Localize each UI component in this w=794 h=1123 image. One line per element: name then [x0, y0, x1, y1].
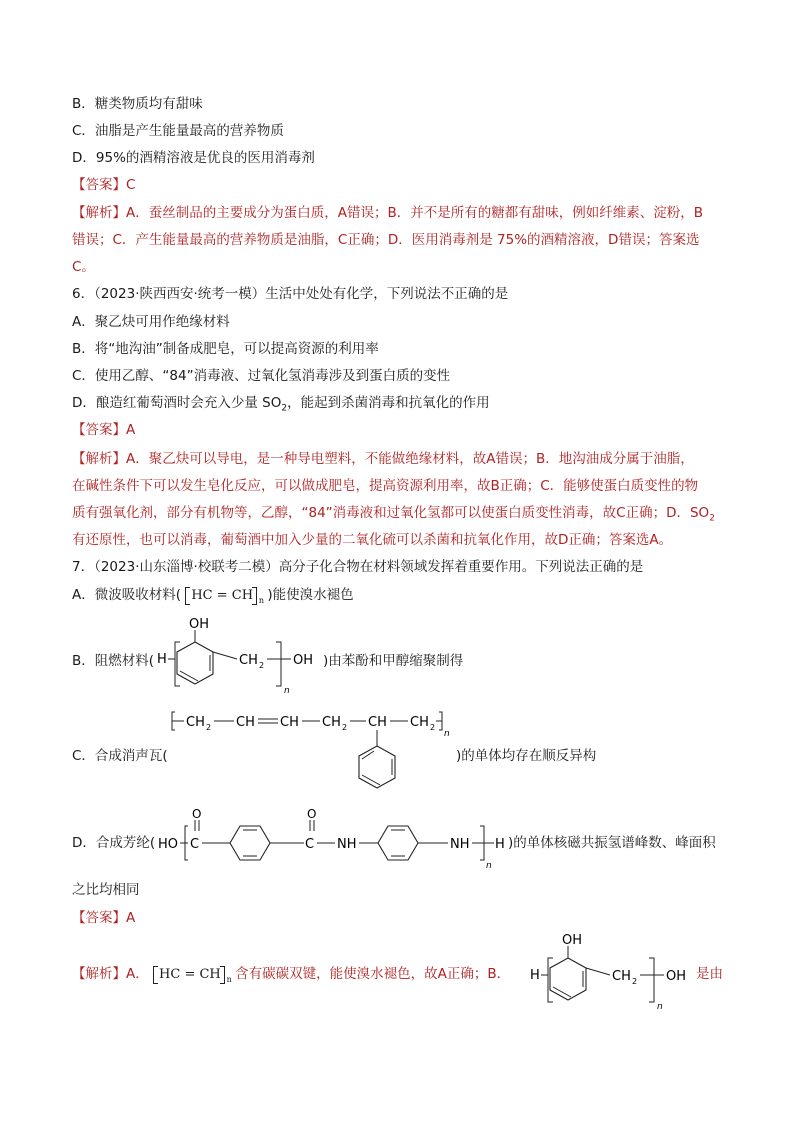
- svg-text:n: n: [486, 861, 492, 871]
- q6-analysis-line-3: 质有强氧化剂，部分有机物等，乙醇，“84”消毒液和过氧化氢都可以使蛋白质变性消毒，故C正确；D．$SO_2$: [72, 505, 715, 524]
- svg-text:CH: CH: [322, 715, 341, 730]
- q7-answer: [72, 908, 135, 928]
- analysis-tag: 【解析】: [72, 205, 126, 221]
- svg-text:OH: OH: [666, 969, 687, 984]
- phenol-formaldehyde-structure-analysis: [528, 930, 698, 1012]
- svg-text:2: 2: [259, 661, 265, 670]
- phenol-formaldehyde-structure: [155, 614, 325, 696]
- svg-text:CH: CH: [368, 715, 387, 730]
- svg-text:H: H: [530, 968, 540, 983]
- q6-answer: [72, 420, 135, 440]
- svg-text:OH: OH: [189, 617, 210, 632]
- q5-analysis-line-3: C。: [72, 259, 95, 275]
- svg-text:CH: CH: [410, 715, 429, 730]
- q7-option-b-label: B．阻燃材料(: [72, 653, 155, 669]
- q7-option-d-text: )的单体核磁共振氢谱峰数、峰面积: [508, 835, 716, 851]
- answer-value: A: [126, 422, 136, 438]
- svg-text:O: O: [192, 808, 202, 821]
- q7-option-c-label: C．合成消声瓦(: [72, 748, 168, 764]
- q6-analysis-line-1: 【解析】A．聚乙炔可以导电，是一种导电塑料，不能做绝缘材料，故A错误；B．地沟油成分属于油脂，: [72, 451, 694, 467]
- q5-option-b: B．糖类物质均有甜味: [72, 96, 203, 112]
- q7-option-a: A．微波吸收材料( HC = CH n )能使溴水褪色: [72, 587, 354, 605]
- q6-analysis-line-2: 在碱性条件下可以发生皂化反应，可以做成肥皂，提高资源利用率，故B正确；C．能够使蛋白质变性的物: [72, 478, 699, 494]
- svg-text:OH: OH: [562, 933, 583, 948]
- q7-option-d-label: D．合成芳纶(: [72, 835, 156, 851]
- q5-analysis-line-2: 错误；C．产生能量最高的营养物质是油脂，C正确；D．医用消毒剂是 75%的酒精溶液，D错误；答案选: [72, 232, 700, 248]
- answer-tag: 【答案】: [72, 910, 126, 926]
- svg-text:CH: CH: [239, 653, 258, 668]
- q5-answer: [72, 175, 135, 195]
- q7-option-d-line-2: 之比均相同: [72, 882, 140, 898]
- svg-text:C: C: [305, 837, 315, 852]
- svg-text:C: C: [190, 837, 200, 852]
- svg-text:HO: HO: [158, 837, 179, 852]
- analysis-tag: 【解析】: [72, 451, 126, 467]
- svg-text:2: 2: [342, 723, 348, 732]
- analysis-tag: 【解析】: [72, 966, 126, 982]
- answer-value: A: [126, 910, 136, 926]
- svg-text:n: n: [284, 686, 290, 696]
- q7-analysis-line-1: 【解析】A． HC = CH n 含有碳碳双键，能使溴水褪色，故A正确；B．: [72, 966, 511, 984]
- svg-text:CH: CH: [612, 969, 631, 984]
- q6-stem: 6．（2023·陕西西安·统考一模）生活中处处有化学，下列说法不正确的是: [72, 286, 509, 302]
- svg-text:OH: OH: [293, 653, 314, 668]
- svg-text:CH: CH: [280, 715, 299, 730]
- q7-option-b-text: )由苯酚和甲醇缩聚制得: [323, 653, 464, 669]
- q6-option-b: B．将“地沟油”制备成肥皂，可以提高资源的利用率: [72, 341, 379, 357]
- svg-text:H: H: [157, 652, 167, 667]
- svg-text:n: n: [657, 1002, 663, 1012]
- svg-text:NH: NH: [450, 837, 470, 852]
- polymer-formula: HC = CH n: [153, 965, 231, 985]
- svg-text:NH: NH: [337, 837, 357, 852]
- svg-text:CH: CH: [236, 715, 255, 730]
- q7-option-c-text: )的单体均存在顺反异构: [456, 748, 597, 764]
- answer-tag: 【答案】: [72, 422, 126, 438]
- q6-option-d: D．酿造红葡萄酒时会充入少量 $SO_2$，能起到杀菌消毒和抗氧化的作用: [72, 395, 490, 414]
- polymer-formula: HC = CH n: [185, 586, 263, 606]
- q6-option-a: A．聚乙炔可用作绝缘材料: [72, 314, 230, 330]
- aramid-structure: [152, 808, 510, 872]
- q5-option-c: C．油脂是产生能量最高的营养物质: [72, 123, 284, 139]
- q6-analysis-line-4: 有还原性，也可以消毒，葡萄酒中加入少量的二氧化硫可以杀菌和抗氧化作用，故D正确；答案选A。: [72, 532, 673, 548]
- svg-text:2: 2: [430, 723, 436, 732]
- q7-stem: 7．（2023·山东淄博·校联考二模）高分子化合物在材料领域发挥着重要作用。下列说法正确的是: [72, 559, 644, 575]
- q7-analysis-tail: 是由: [696, 966, 723, 982]
- svg-text:H: H: [495, 837, 505, 852]
- answer-value: C: [126, 177, 136, 193]
- svg-text:CH: CH: [186, 715, 205, 730]
- svg-text:2: 2: [206, 723, 212, 732]
- q5-analysis-line-1: 【解析】A．蚕丝制品的主要成分为蛋白质，A错误；B．并不是所有的糖都有甜味，例如纤维素、淀粉，B: [72, 205, 703, 221]
- svg-text:n: n: [444, 729, 450, 739]
- answer-tag: 【答案】: [72, 177, 126, 193]
- polymer-styrene-butadiene-structure: [170, 700, 456, 802]
- svg-text:O: O: [307, 808, 317, 821]
- q5-option-d: D．95%的酒精溶液是优良的医用消毒剂: [72, 150, 315, 166]
- svg-text:2: 2: [632, 977, 638, 986]
- q6-option-c: C．使用乙醇、“84”消毒液、过氧化氢消毒涉及到蛋白质的变性: [72, 368, 451, 384]
